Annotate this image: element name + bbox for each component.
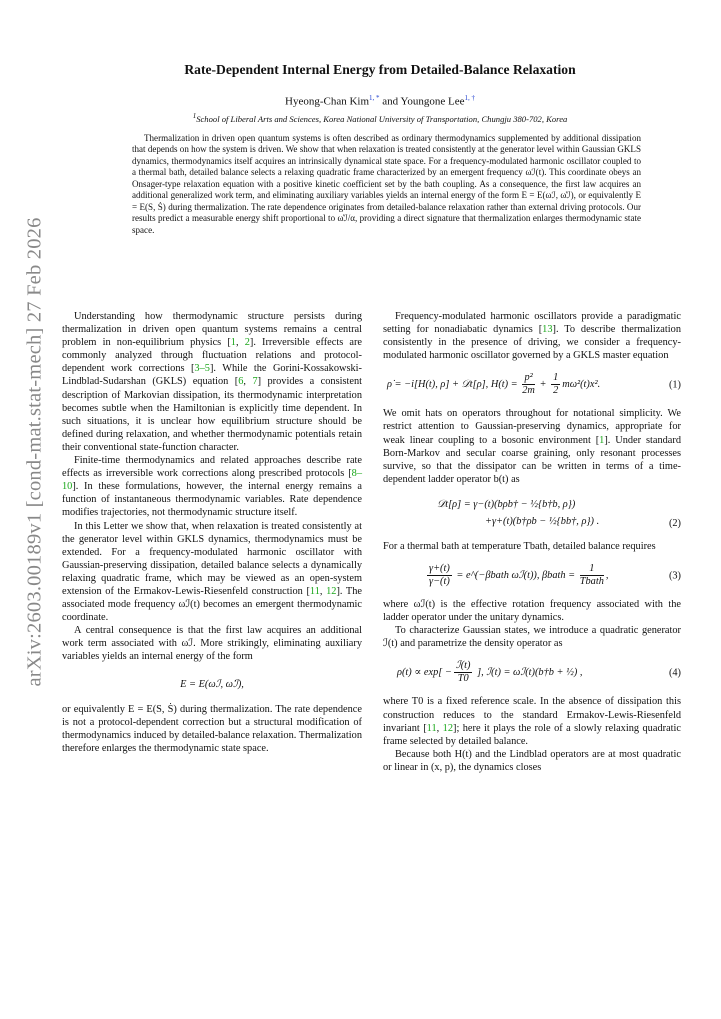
- arxiv-identifier: arXiv:2603.00189v1 [cond-mat.stat-mech] 27 Feb 2026: [23, 217, 46, 687]
- paragraph: In this Letter we show that, when relaxation is treated consistently at the generator level within GKLS dynamics, thermodynamics must be extended. For a frequency-modulated harmonic oscillator with Gaussian-preserving dissipation, detailed balance selects a dynamically relaxing quadratic frame, which may be viewed as an open-system extension of the Ermakov-Lewis-Riesenfeld construction [11, 12]. The associated mode frequency ωℐ(t) becomes an emergent thermodynamic coordinate.: [62, 520, 363, 624]
- citation-link[interactable]: 3–5: [194, 363, 210, 375]
- paragraph: or equivalently E = E(S, Ṡ) during thermalization. The rate dependence is not a protocol-dependent correction but a structural modification of thermodynamics induced by detailed-balance relaxation. Thermalization therefore enlarges the thermodynamic state space.: [62, 703, 362, 754]
- paragraph: Because both H(t) and the Lindblad operators are at most quadratic or linear in (x, p), the dynamics closes: [383, 748, 681, 773]
- citation-link[interactable]: 6: [238, 376, 244, 388]
- citation-link[interactable]: 11: [426, 722, 437, 734]
- author-conjunction: and: [379, 95, 401, 108]
- citation-link[interactable]: 7: [252, 376, 258, 388]
- affiliation: [80, 112, 680, 124]
- left-column: [62, 310, 362, 755]
- equation-number: (4): [668, 667, 681, 679]
- paragraph: where T0 is a fixed reference scale. In the absence of dissipation this construction reduces to the standard Ermakov-Lewis-Riesenfeld invariant [11, 12]; here it plays the role of a slowly relaxing quadratic frame selected by detailed balance.: [383, 696, 681, 747]
- equation-number: (1): [668, 379, 681, 391]
- right-column: [383, 310, 681, 774]
- author-line: [100, 94, 660, 108]
- citation-link[interactable]: 13: [542, 324, 553, 336]
- affiliation-text: School of Liberal Arts and Sciences, Korea National University of Transportation, Chungju 380-702, Korea: [196, 113, 568, 124]
- equation-3: $\frac{\gamma+(t)}{\gamma-(t)}$ = e^(−βbath ωℐ(t)), βbath = $\frac{1}{\text{Tbath}}$ , (3): [429, 563, 681, 588]
- author-name: Hyeong-Chan Kim: [285, 95, 370, 108]
- equation-energy: E = E(ωℐ, ω̇ℐ),: [180, 678, 244, 690]
- paragraph: Finite-time thermodynamics and related approaches describe rate effects as irreversible work corrections along prescribed protocols [8–10]. In these formulations, however, the internal energy remains a function of instantaneous thermodynamic variables. Rate dependence modifies trajectories, not thermodynamic structure itself.: [62, 455, 362, 519]
- paragraph: Frequency-modulated harmonic oscillators provide a paradigmatic setting for nonadiabatic dynamics [13]. To describe thermalization consistently in the presence of driving, we consider a frequency-modulated harmonic oscillator governed by a GKLS master equation: [383, 311, 681, 362]
- affiliation-mark: 1: [192, 112, 197, 120]
- author-mark[interactable]: 1, †: [464, 94, 475, 102]
- citation-link[interactable]: 1: [230, 337, 236, 349]
- equation-1: ρ̇ = −i[H(t), ρ] + 𝒟t[ρ], H(t) = $\frac{\text{p²}}{2m}$ + $\frac{1}{2}$ mω²(t)x². (1): [387, 372, 681, 397]
- author-mark[interactable]: 1, *: [369, 94, 380, 102]
- citation-link[interactable]: 1: [599, 434, 605, 446]
- paragraph: where ωℐ(t) is the effective rotation frequency associated with the ladder operator under the unitary dynamics.: [383, 599, 681, 624]
- paragraph: Understanding how thermodynamic structure persists during thermalization in driven open quantum systems remains a central problem in non-equilibrium physics [1, 2]. Irreversible effects are commonly analyzed through fluctuation relations and protocol-dependent work corrections [3–5]. While the Gorini-Kossakowski-Lindblad-Sudarshan (GKLS) equation [6, 7] provides a consistent description of Markovian dissipation, its thermodynamic interpretation becomes subtle when the Hamiltonian is explicitly time dependent. In such situations, it is unclear how equilibrium structure should be defined during relaxation, and whether thermodynamic potentials retain their conventional state-function character.: [62, 311, 363, 453]
- citation-link[interactable]: 2: [244, 337, 250, 349]
- citation-link[interactable]: 11: [309, 585, 320, 597]
- citation-link[interactable]: 12: [442, 722, 453, 734]
- paragraph: To characterize Gaussian states, we introduce a quadratic generator ℐ(t) and parametrize the density operator as: [383, 625, 681, 650]
- arxiv-sidebar-stamp: [20, 217, 50, 687]
- paragraph: For a thermal bath at temperature Tbath, detailed balance requires: [383, 540, 656, 552]
- equation-4: ρ(t) ∝ exp[ − $\frac{\text{ℐ(t)}}{T0}$ ], ℐ(t) = ωℐ(t)(b†b + ½) , (4): [397, 660, 681, 685]
- author-name: Youngone Lee: [400, 95, 465, 108]
- paragraph: We omit hats on operators throughout for notational simplicity. We restrict attention to Gaussian-preserving dynamics, appropriate for weak linear coupling to a bosonic environment [1]. Under standard Born-Markov and secular coarse graining, only resonant processes survive, so that the dissipator can be written in terms of a time-dependent ladder operator b(t) as: [383, 408, 681, 485]
- citation-link[interactable]: 12: [326, 585, 337, 597]
- equation-number: (3): [668, 569, 681, 581]
- equation-number: (2): [668, 517, 681, 529]
- paragraph: A central consequence is that the first law acquires an additional work term associated with ωℐ. More strikingly, eliminating auxiliary variables yields an internal energy of the form: [62, 625, 362, 663]
- paper-title: Rate-Dependent Internal Energy from Detailed-Balance Relaxation: [184, 62, 576, 77]
- abstract: Thermalization in driven open quantum systems is often described as ordinary thermodynamics supplemented by additional dissipation that depends on how the system is driven. We show that when relaxation is treated consistently at the generator level within Gaussian GKLS dynamics, thermodynamics itself acquires an intrinsically dynamical state space. For a frequency-modulated harmonic oscillator coupled to a thermal bath, detailed balance selects a relaxing quadratic frame characterized by an emergent frequency ωℐ(t). This coordinate obeys an Onsager-type relaxation equation with a positive kinetic coefficient set by the bath coupling. As a consequence, the first law acquires an additional generalized work term, and eliminating auxiliary variables yields an internal energy of the form E = E(ωℐ, ω̇ℐ), or equivalently E = E(S, Ṡ) during thermalization. The rate dependence originates from detailed-balance relaxation rather than external driving protocols. Our results predict a measurable energy shift proportional to ω̇ℐ/α, providing a direct signature that thermalization enlarges thermodynamic state space.: [132, 133, 641, 235]
- equation-2: 𝒟t[ρ] = γ−(t)(bρb† − ½{b†b, ρ}) +γ+(t)(b†ρb − ½{bb†, ρ}) . (2): [437, 498, 681, 529]
- citation-link[interactable]: 8–10: [62, 468, 362, 493]
